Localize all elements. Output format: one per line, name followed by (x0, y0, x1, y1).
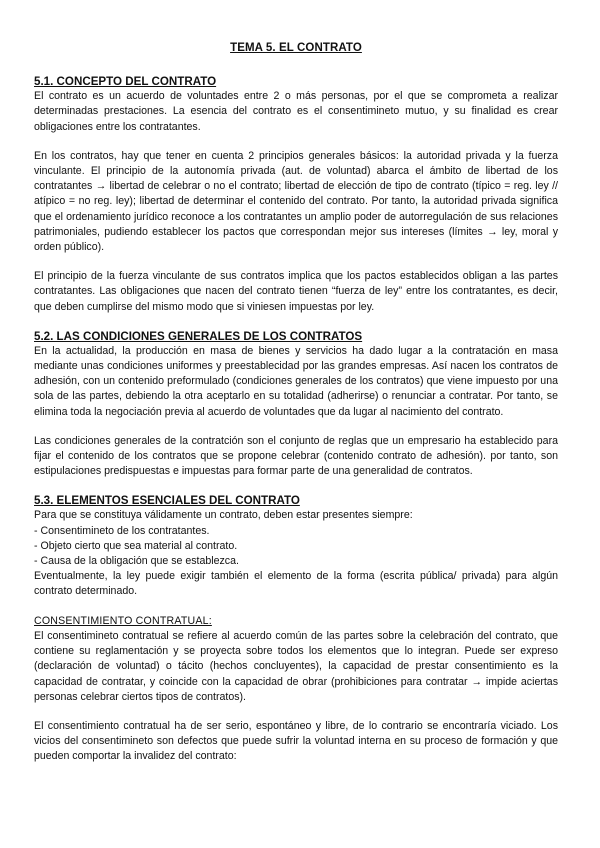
section-heading-5-3: 5.3. ELEMENTOS ESENCIALES DEL CONTRATO (34, 494, 300, 508)
list-item: - Objeto cierto que sea material al contrato. (34, 539, 238, 552)
section-heading-5-2: 5.2. LAS CONDICIONES GENERALES DE LOS CONTRATOS (34, 329, 363, 343)
subsection-heading-consentimiento: CONSENTIMIENTO CONTRATUAL: (34, 614, 212, 627)
paragraph: El principio de la fuerza vinculante de sus contratos implica que los pactos establecidos obligan a las partes contratantes. Las obligaciones que nacen del contrato tienen “fuerza de ley” entre los contratantes, es decir, que deben cumplirse del mismo modo que si viniesen impuestas por ley. (34, 270, 558, 313)
paragraph: El contrato es un acuerdo de voluntades entre 2 o más personas, por el que se comprometa a realizar determinadas prestaciones. La esencia del contrato es el consentimineto mutuo, y su finalidad es crear obligaciones entre los contratantes. (34, 90, 558, 133)
paragraph: En los contratos, hay que tener en cuenta 2 principios generales básicos: la autoridad privada y la fuerza vinculante. El principio de la autonomía privada (aut. de voluntad) abarca el ámbito de libertad de los contratantes → libertad de celebrar o no el contrato; libertad de elección de tipo de contrato (típico = reg. ley // atípico = no reg. ley); libertad de determinar el contenido del contrato. Por tanto, la autoridad privada significa que el ordenamiento jurídico reconoce a los contratantes un amplio poder de autorregulación de sus relaciones patrimoniales, pudiendo establecer los pactos que correspondan mejor sus intereses (límites → ley, moral y orden público). (34, 149, 558, 254)
requirements-list (34, 508, 558, 569)
paragraph: En la actualidad, la producción en masa de bienes y servicios ha dado lugar a la contratación en masa mediante unas condiciones uniformes y preestablecidad por las grandes empresas. Así nacen los contratos de adhesión, con un contenido preformulado (condiciones generales de los contratos) que viene impuesto por una sola de las partes, debiendo la otra aceptarlo en su totalidad (adherirse) o renunciar a contratar. Por tanto, se elimina toda la negociación previa al acuerdo de voluntades que da lugar al nacimiento del contrato. (34, 344, 558, 418)
page-title: TEMA 5. EL CONTRATO (230, 42, 362, 54)
paragraph: Las condiciones generales de la contratción son el conjunto de reglas que un empresario ha establecido para fijar el contenido de los contratos que se propone celebrar (contenido contrato de adhesión). por tanto, son estipulaciones predispuestas e impuestas para formar parte de una generalidad de contratos. (34, 434, 558, 478)
list-item: - Consentimineto de los contratantes. (34, 524, 210, 537)
list-item: - Causa de la obligación que se establezca. (34, 555, 239, 568)
paragraph: Eventualmente, la ley puede exigir también el elemento de la forma (escrita pública/ privada) para algún contrato determinado. (34, 570, 558, 598)
section-heading-5-1: 5.1. CONCEPTO DEL CONTRATO (34, 75, 217, 89)
paragraph: El consentimiento contratual ha de ser serio, espontáneo y libre, de lo contrario se encontraría viciado. Los vicios del consentimineto son defectos que puede sufrir la voluntad interna en su proceso de formación y que pueden comportar la invalidez del contrato: (34, 719, 558, 763)
paragraph: El consentimineto contratual se refiere al acuerdo común de las partes sobre la celebración del contrato, que contiene su reglamentación y se proyecta sobre todos los elementos que lo integran. Puede ser expreso (declaración de voluntad) o tácito (hechos concluyentes), la capacidad de prestar consentimiento es la capacidad de contratar, y coincide con la capacidad de obrar (prohibiciones para contratar → impide aciertas personas celebrar ciertos tipos de contratos). (34, 629, 558, 703)
list-intro: Para que se constituya válidamente un contrato, deben estar presentes siempre: (34, 509, 413, 522)
